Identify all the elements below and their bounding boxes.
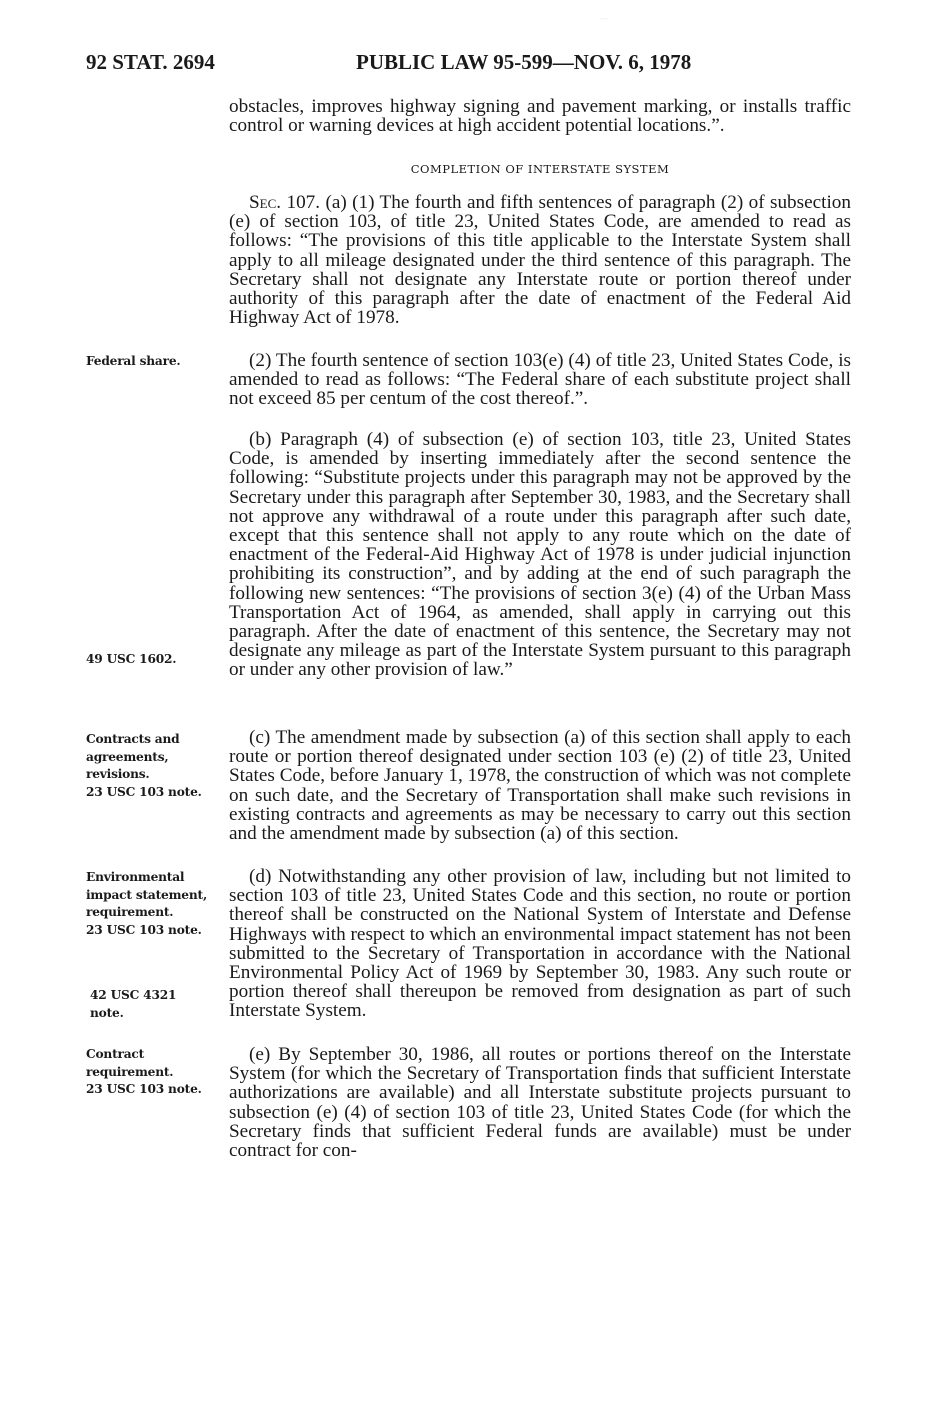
margin-note-contracts xyxy=(86,731,226,801)
paragraph-a1 xyxy=(229,193,851,327)
carryover-paragraph: obstacles, improves highway signing and pavement marking, or installs traffic control or warning devices at high accident potential locations.”. xyxy=(229,96,851,137)
margin-note-line: requirement. xyxy=(86,1064,174,1079)
margin-note-line: 23 USC 103 note. xyxy=(86,922,202,937)
margin-note-line: Contract xyxy=(86,1047,145,1061)
margin-note-line: 42 USC 4321 xyxy=(90,988,177,1002)
page-header xyxy=(0,50,946,80)
margin-note-line: Environmental xyxy=(86,870,185,884)
paragraph-c: (c) The amendment made by subsection (a) of this section shall apply to each route or portion thereof designated under section 103 (e) (2) of title 23, United States Code, before January 1, 1978, the construction of which was not complete on such date, and the Secretary of Transportation shall make such revisions in existing contracts and agreements as may be necessary to carry out this section and the amendment made by subsection (a) of this section. xyxy=(229,727,851,845)
margin-note-environmental xyxy=(86,869,226,939)
margin-note-contract-requirement xyxy=(86,1046,226,1099)
paragraph-d: (d) Notwithstanding any other provision of law, including but not limited to section 103 of title 23, United States Code and this section, no route or portion thereof shall be constructed on the National System of Interstate and Defense Highways with respect to which an environmental impact statement has not been submitted to the Secretary of Transportation in accordance with the National Environmental Policy Act of 1969 by September 30, 1983. Any such route or portion thereof shall thereupon be removed from designation as part of such Interstate System. xyxy=(229,866,851,1022)
margin-note-line: note. xyxy=(90,1005,124,1020)
margin-note-line: impact statement, xyxy=(86,887,207,902)
paragraph-a2: (2) The fourth sentence of section 103(e) (4) of title 23, United States Code, is amended to read as follows: “The Federal share of each substitute project shall not exceed 85 per centum of the cost thereof.”. xyxy=(229,350,851,410)
paragraph-a1-text: 107. (a) (1) The fourth and fifth sentences of paragraph (2) of subsection (e) of section 103, of title 23, United States Code, are amended to read as follows: “The provisions of this title applicable to the Interstate System shall apply to all mileage designated under the third sentence of this paragraph. The Secretary shall not designate any Interstate route or portion thereof under authority of this paragraph after the date of enactment of the Federal Aid Highway Act of 1978. xyxy=(229,192,851,329)
margin-note-42-usc-4321 xyxy=(90,987,230,1022)
margin-note-line: 23 USC 103 note. xyxy=(86,1082,202,1096)
margin-note-line: agreements, xyxy=(86,749,169,764)
margin-note-line: Contracts and xyxy=(86,732,180,746)
stat-reference: 92 STAT. 2694 xyxy=(86,50,215,74)
margin-note-line: 23 USC 103 note. xyxy=(86,784,202,799)
margin-note-line: 49 USC 1602. xyxy=(86,652,177,666)
bleed-through-mark: — xyxy=(600,14,609,24)
margin-note-line: Federal share. xyxy=(86,354,181,368)
paragraph-b: (b) Paragraph (4) of subsection (e) of section 103, title 23, United States Code, is amended by inserting immediately after the second sentence the following: “Substitute projects under this paragraph may not be approved by the Secretary under this paragraph after September 30, 1983, and the Secretary shall not approve any withdrawal of a route under this paragraph after such date, except that this sentence shall not apply to any route which on the date of enactment of the Federal-Aid Highway Act of 1978 is under judicial injunction prohibiting its construction”, and by adding at the end of such paragraph the following new sentences: “The provisions of section 3(e) (4) of the Urban Mass Transportation Act of 1964, as amended, shall apply in carrying out this paragraph. After the date of enactment of this sentence, the Secretary may not designate any mileage as part of the Interstate System pursuant to this paragraph or under any other provision of law.” xyxy=(229,429,851,681)
section-label: Sec. xyxy=(249,192,282,213)
paragraph-e: (e) By September 30, 1986, all routes or portions thereof on the Interstate System (for which the Secretary of Transportation finds that sufficient Interstate authorizations are available) and all Interstate substitute projects pursuant to subsection (e) (4) of section 103 of title 23, United States Code (for which the Secretary finds that sufficient Federal funds are available) must be under contract for con- xyxy=(229,1044,851,1162)
margin-note-line: requirement. xyxy=(86,905,174,919)
margin-note-line: revisions. xyxy=(86,767,150,781)
running-title: PUBLIC LAW 95-599—NOV. 6, 1978 xyxy=(356,50,692,74)
margin-note-federal-share xyxy=(86,353,226,371)
section-heading: COMPLETION OF INTERSTATE SYSTEM xyxy=(410,162,670,176)
margin-note-49-usc-1602 xyxy=(86,651,226,669)
